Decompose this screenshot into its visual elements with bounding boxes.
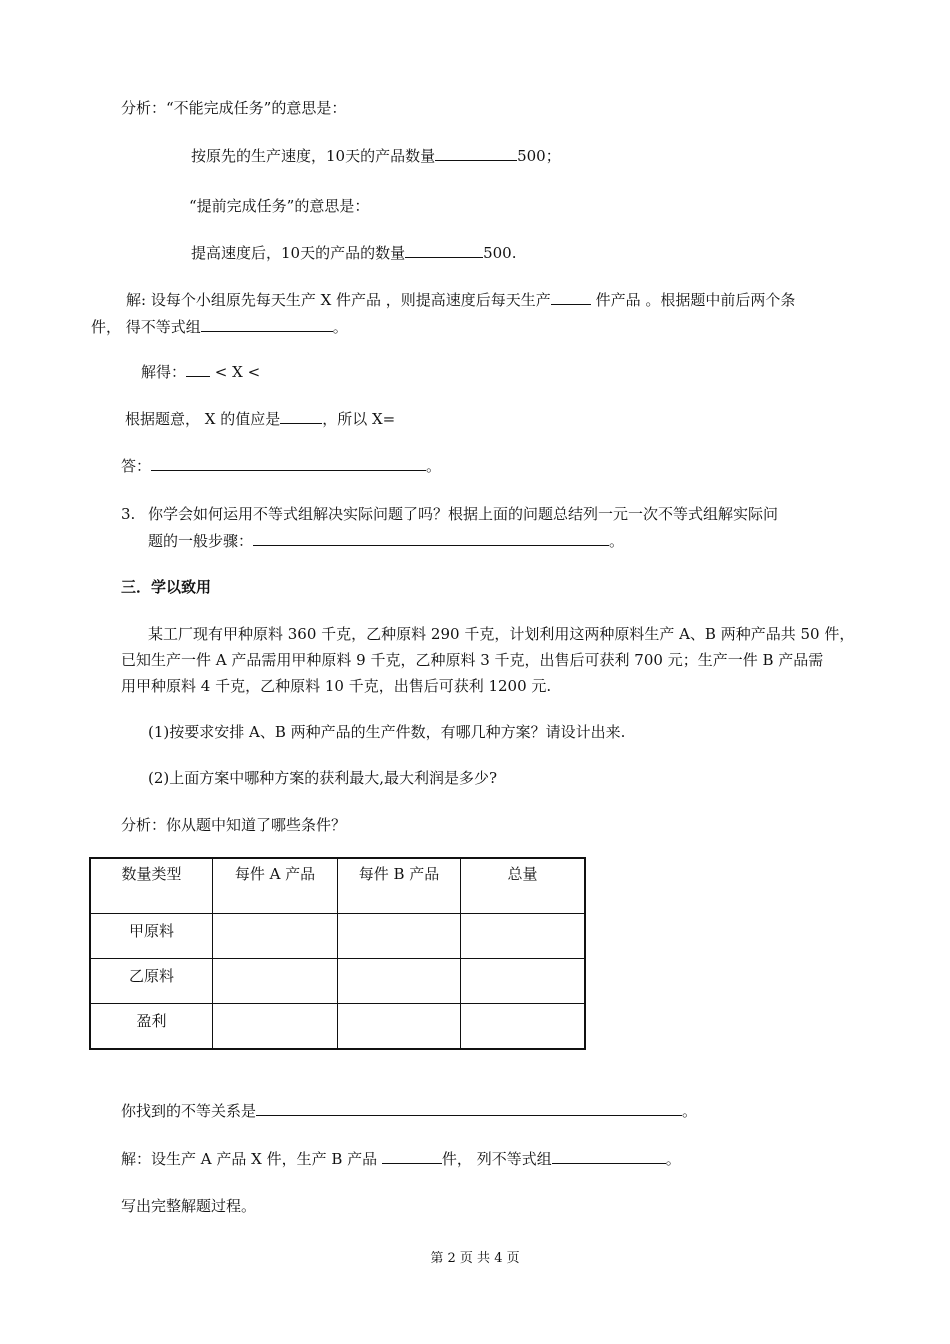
problem-para-2: 已知生产一件 A 产品需用甲种原料 9 千克，乙种原料 3 千克，出售后可获利 700 元；生产一件 B 产品需 <box>121 651 824 669</box>
row-label: 乙原料 <box>90 959 213 1004</box>
table-header-cell: 数量类型 <box>90 858 213 914</box>
fill-blank[interactable] <box>201 317 333 332</box>
section-heading: 三．学以致用 <box>121 578 212 596</box>
table-cell[interactable] <box>338 914 461 959</box>
table-header-row <box>90 858 585 914</box>
analysis-line-1: 按原先的生产速度，10天的产品数量 500； <box>191 147 561 165</box>
problem-para-1: 某工厂现有甲种原料 360 千克，乙种原料 290 千克，计划利用这两种原料生产 A、B 两种产品共 50 件， <box>148 625 855 643</box>
fill-blank[interactable] <box>382 1149 442 1164</box>
analysis-line-3: 提高速度后，10天的产品的数量 500. <box>191 244 517 262</box>
table-cell[interactable] <box>461 1004 586 1050</box>
table-header-cell: 每件 B 产品 <box>338 858 461 914</box>
answer-line: 答： 。 <box>121 457 442 475</box>
table-header-cell: 每件 A 产品 <box>213 858 338 914</box>
conditions-table <box>89 857 586 1050</box>
solution-line-b: 件， 得不等式组 。 <box>91 318 348 336</box>
problem-question-1: (1)按要求安排 A、B 两种产品的生产件数，有哪几种方案？请设计出来. <box>148 723 626 741</box>
question-3-number: 3. <box>121 505 136 523</box>
problem-para-3: 用甲种原料 4 千克，乙种原料 10 千克，出售后可获利 1200 元. <box>121 677 552 695</box>
analysis-line-2: “提前完成任务”的意思是： <box>189 197 370 215</box>
table-analysis-prompt: 分析：你从题中知道了哪些条件？ <box>121 816 347 834</box>
fill-blank[interactable] <box>280 409 322 424</box>
table-row <box>90 914 585 959</box>
value-line: 根据题意， X 的值应是 ，所以 X= <box>125 410 396 428</box>
fill-blank[interactable] <box>552 1149 666 1164</box>
solution-2-line: 解：设生产 A 产品 X 件，生产 B 产品 件， 列不等式组 。 <box>121 1150 681 1168</box>
complete-process: 写出完整解题过程。 <box>121 1197 257 1215</box>
fill-blank[interactable] <box>253 531 609 546</box>
table-cell[interactable] <box>461 914 586 959</box>
row-label: 甲原料 <box>90 914 213 959</box>
fill-blank[interactable] <box>186 362 210 377</box>
solution-line-a: 解: 设每个小组原先每天生产 X 件产品 ，则提高速度后每天生产 件产品 。根据题中前后两个条 <box>126 291 796 309</box>
relation-line: 你找到的不等关系是 。 <box>121 1102 698 1120</box>
table-cell[interactable] <box>338 959 461 1004</box>
analysis-intro: 分析：“不能完成任务”的意思是： <box>121 99 347 117</box>
fill-blank[interactable] <box>256 1101 682 1116</box>
page-footer: 第 2 页 共 4 页 <box>430 1251 520 1266</box>
fill-blank[interactable] <box>405 243 483 258</box>
fill-blank[interactable] <box>551 290 591 305</box>
row-label: 盈利 <box>90 1004 213 1050</box>
solve-line: 解得： < X < <box>141 363 261 381</box>
table-cell[interactable] <box>213 959 338 1004</box>
question-3-line-b: 题的一般步骤： 。 <box>148 532 625 550</box>
table-cell[interactable] <box>461 959 586 1004</box>
table-row <box>90 959 585 1004</box>
fill-blank[interactable] <box>151 456 426 471</box>
table-header-cell: 总量 <box>461 858 586 914</box>
problem-question-2: (2)上面方案中哪种方案的获利最大,最大利润是多少? <box>148 769 498 787</box>
table-cell[interactable] <box>338 1004 461 1050</box>
table-cell[interactable] <box>213 914 338 959</box>
question-3-line-a: 你学会如何运用不等式组解决实际问题了吗？根据上面的问题总结列一元一次不等式组解实际问 <box>148 505 779 523</box>
fill-blank[interactable] <box>435 146 517 161</box>
table-cell[interactable] <box>213 1004 338 1050</box>
table-row <box>90 1004 585 1050</box>
